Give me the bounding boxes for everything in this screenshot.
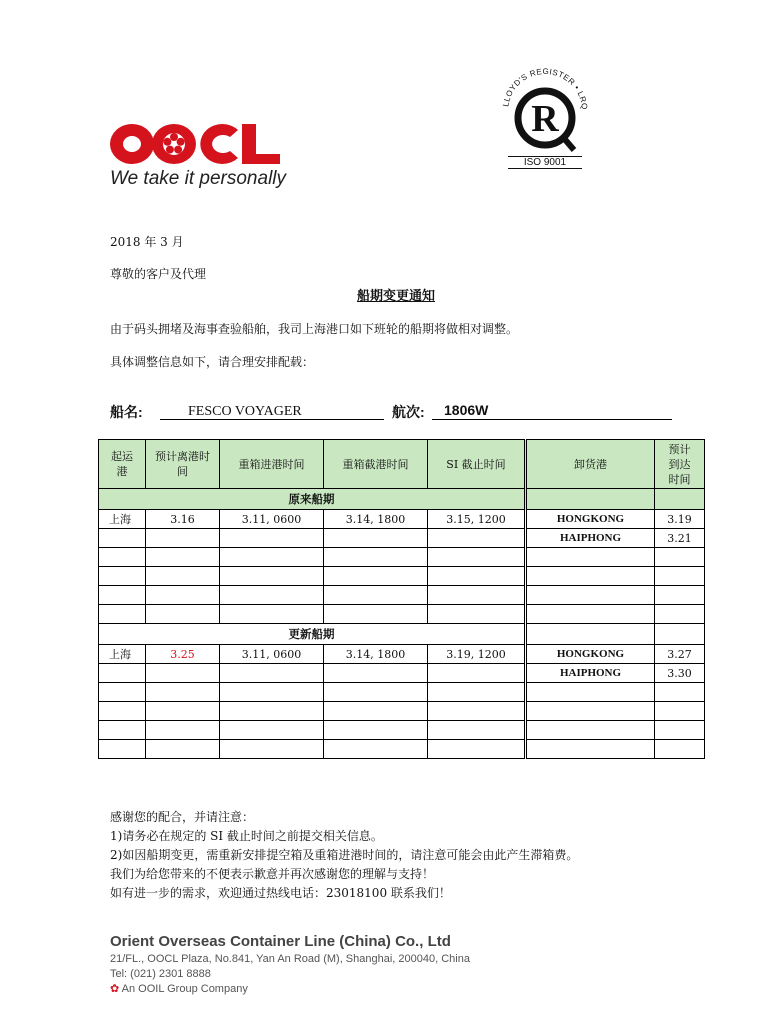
cell-cutoff (324, 664, 428, 683)
cell-pol (99, 683, 146, 702)
closing-line: 我们为给您带来的不便表示歉意并再次感谢您的理解与支持！ (110, 867, 435, 881)
cell-pod (526, 740, 655, 759)
cell-cutoff (324, 548, 428, 567)
cell-si (428, 548, 526, 567)
table-row (99, 721, 705, 740)
cell-pod: HONGKONG (526, 645, 655, 664)
cell-etd (146, 529, 220, 548)
schedule-table (98, 439, 705, 759)
footer-group-text: An OOIL Group Company (121, 983, 248, 995)
original-section-pad-2 (655, 489, 705, 510)
table-row (99, 683, 705, 702)
header-eta (655, 440, 705, 489)
table-row (99, 605, 705, 624)
cell-full-in (220, 740, 324, 759)
updated-section-title: 更新船期 (99, 624, 526, 645)
updated-section-pad-2 (655, 624, 705, 645)
cell-si (428, 605, 526, 624)
cell-si: 3.15, 1200 (428, 510, 526, 529)
cell-pol (99, 702, 146, 721)
cell-si (428, 664, 526, 683)
cell-etd (146, 683, 220, 702)
footer-tel: Tel: (021) 2301 8888 (110, 968, 211, 980)
cell-etd: 3.25 (146, 645, 220, 664)
cell-pol (99, 740, 146, 759)
cell-cutoff (324, 567, 428, 586)
cell-si (428, 683, 526, 702)
cell-eta (655, 702, 705, 721)
footer (110, 934, 470, 997)
cell-eta (655, 740, 705, 759)
table-header-row (99, 440, 705, 489)
oocl-logo (108, 120, 308, 170)
vessel-name-value: FESCO VOYAGER (188, 404, 302, 419)
cell-cutoff (324, 683, 428, 702)
original-section-pad (526, 489, 655, 510)
closing-line: 1)请务必在规定的 SI 截止时间之前提交相关信息。 (110, 829, 383, 843)
cell-full-in (220, 721, 324, 740)
cell-pol: 上海 (99, 645, 146, 664)
cell-full-in: 3.11, 0600 (220, 510, 324, 529)
closing-line: 2)如因船期变更，需重新安排提空箱及重箱进港时间的，请注意可能会由此产生滞箱费。 (110, 848, 579, 862)
cell-eta (655, 721, 705, 740)
cell-pol: 上海 (99, 510, 146, 529)
cell-eta (655, 567, 705, 586)
cell-full-in: 3.11, 0600 (220, 645, 324, 664)
header-pol (99, 440, 146, 489)
table-row (99, 548, 705, 567)
table-row (99, 740, 705, 759)
cell-eta: 3.21 (655, 529, 705, 548)
cell-pod (526, 548, 655, 567)
cell-eta (655, 548, 705, 567)
cell-si (428, 567, 526, 586)
iso-certification-mark (490, 56, 600, 176)
cell-pod: HONGKONG (526, 510, 655, 529)
header-etd-text: 预计离港时间 (155, 450, 210, 478)
table-row (99, 567, 705, 586)
cell-cutoff (324, 721, 428, 740)
cell-cutoff (324, 586, 428, 605)
closing-line: 感谢您的配合，并请注意： (110, 810, 255, 824)
closing-block (110, 808, 578, 903)
cell-si (428, 586, 526, 605)
cell-eta (655, 683, 705, 702)
cell-full-in (220, 529, 324, 548)
cell-pol (99, 567, 146, 586)
cell-pol (99, 721, 146, 740)
cell-si: 3.19, 1200 (428, 645, 526, 664)
salutation: 尊敬的客户及代理 (110, 267, 207, 281)
notice-paragraph-1: 由于码头拥堵及海事查验船舶，我司上海港口如下班轮的船期将做相对调整。 (110, 322, 519, 336)
cell-pod (526, 605, 655, 624)
tagline: We take it personally (110, 168, 287, 189)
closing-line: 如有进一步的需求，欢迎通过热线电话：23018100 联系我们！ (110, 886, 451, 900)
cell-full-in (220, 664, 324, 683)
vessel-name-label-text: 船名: (110, 404, 143, 420)
header-pol-text: 起运港 (111, 450, 133, 478)
notice-paragraph-2: 具体调整信息如下，请合理安排配载： (110, 355, 315, 369)
voyage-label (392, 402, 425, 422)
original-section-title: 原来船期 (99, 489, 526, 510)
cell-cutoff (324, 702, 428, 721)
cell-etd (146, 721, 220, 740)
cell-eta: 3.30 (655, 664, 705, 683)
cell-full-in (220, 567, 324, 586)
cell-pol (99, 605, 146, 624)
cell-cutoff (324, 605, 428, 624)
header-pod: 卸货港 (526, 440, 655, 489)
header-eta-text: 预计到达时间 (668, 442, 691, 486)
cell-pod: HAIPHONG (526, 664, 655, 683)
cell-pod (526, 586, 655, 605)
footer-company: Orient Overseas Container Line (China) Co., Ltd (110, 933, 451, 950)
updated-section-row (99, 624, 705, 645)
cell-cutoff (324, 529, 428, 548)
header-etd (146, 440, 220, 489)
table-row (99, 664, 705, 683)
cell-full-in (220, 548, 324, 567)
cell-etd (146, 567, 220, 586)
header-cutoff: 重箱截港时间 (324, 440, 428, 489)
cell-etd (146, 548, 220, 567)
cell-pod (526, 567, 655, 586)
cell-etd (146, 605, 220, 624)
cell-full-in (220, 683, 324, 702)
footer-group (110, 982, 470, 997)
cell-si (428, 702, 526, 721)
cell-full-in (220, 605, 324, 624)
cell-etd (146, 664, 220, 683)
cell-si (428, 529, 526, 548)
original-section-row (99, 489, 705, 510)
cell-etd (146, 740, 220, 759)
cell-eta: 3.19 (655, 510, 705, 529)
updated-section-pad (526, 624, 655, 645)
voyage-field (432, 402, 672, 420)
table-row (99, 529, 705, 548)
cell-eta (655, 605, 705, 624)
footer-address: 21/FL., OOCL Plaza, No.841, Yan An Road (M), Shanghai, 200040, China (110, 953, 470, 965)
cell-pod (526, 721, 655, 740)
lrqa-seal-icon (490, 56, 600, 156)
cell-si (428, 721, 526, 740)
cell-etd: 3.16 (146, 510, 220, 529)
table-row (99, 586, 705, 605)
cell-cutoff: 3.14, 1800 (324, 510, 428, 529)
cell-pod (526, 683, 655, 702)
voyage-label-text: 航次: (392, 404, 425, 420)
voyage-value: 1806W (444, 402, 489, 418)
cell-pod: HAIPHONG (526, 529, 655, 548)
notice-title: 船期变更通知 (357, 289, 436, 304)
cell-pol (99, 586, 146, 605)
cell-cutoff: 3.14, 1800 (324, 645, 428, 664)
letter-date: 2018 年 3 月 (110, 235, 184, 249)
iso-label: ISO 9001 (508, 156, 582, 169)
svg-text:LLOYD'S REGISTER • LRQA: LLOYD'S REGISTER • LRQ (501, 66, 590, 111)
vessel-name-label (110, 402, 143, 422)
cell-eta (655, 586, 705, 605)
vessel-name-field (160, 402, 384, 420)
cell-si (428, 740, 526, 759)
cell-pod (526, 702, 655, 721)
cell-pol (99, 529, 146, 548)
oocl-flower-icon: ✿ (110, 983, 120, 995)
svg-text:R: R (531, 98, 559, 140)
cell-pol (99, 548, 146, 567)
cell-full-in (220, 586, 324, 605)
cell-etd (146, 702, 220, 721)
table-row (99, 702, 705, 721)
table-row (99, 645, 705, 664)
cell-etd (146, 586, 220, 605)
header-si: SI 截止时间 (428, 440, 526, 489)
cell-pol (99, 664, 146, 683)
oocl-logo-mark (108, 120, 283, 170)
header-full-in: 重箱进港时间 (220, 440, 324, 489)
table-row (99, 510, 705, 529)
cell-eta: 3.27 (655, 645, 705, 664)
cell-cutoff (324, 740, 428, 759)
cell-full-in (220, 702, 324, 721)
